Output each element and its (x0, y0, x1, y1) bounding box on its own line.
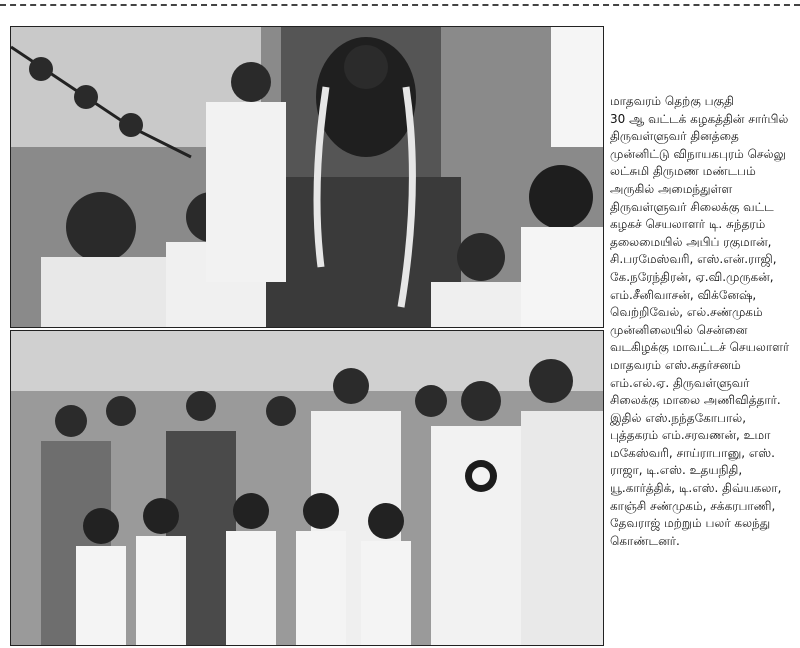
caption-line: யூ.கார்த்திக், டி.எஸ். திவ்யகலா, (610, 481, 782, 496)
caption-line: சிலைக்கு மாலை அணிவித்தார். (610, 393, 781, 408)
caption-line: வடகிழக்கு மாவட்டச் செயலாளர் (610, 340, 790, 355)
caption-line: கழகச் செயலாளர் டி. சுந்தரம் (610, 217, 766, 232)
caption-line: முன்னிலையில் சென்னை (610, 322, 748, 337)
caption-line: வெற்றிவேல், எல்.சண்முகம் (610, 305, 763, 320)
caption-line: புத்தகரம் எம்.சரவணன், உமா (610, 428, 771, 443)
caption-line: திருவள்ளுவர் சிலைக்கு வட்ட (610, 199, 774, 214)
caption-line: எம்.எல்.ஏ. திருவள்ளுவர் (610, 375, 750, 390)
caption-line: அருகில் அமைந்துள்ள (610, 181, 733, 196)
news-caption (610, 93, 796, 550)
caption-line: மகேஸ்வரி, சாய்ராபானு, எஸ். (610, 445, 775, 460)
caption-line: எம்.சீனிவாசன், விக்னேஷ், (610, 287, 757, 302)
caption-line: லட்சுமி திருமண மண்டபம் (610, 164, 756, 179)
caption-line: ராஜா, டி.எஸ். உதயநிதி, (610, 463, 743, 478)
caption-line: மாதவரம் தெற்கு பகுதி (610, 94, 734, 108)
caption-line: இதில் எஸ்.நந்தகோபால், (610, 410, 747, 425)
dashed-cut-line (0, 4, 800, 6)
photo-children-thiruvalluvar (10, 330, 604, 646)
caption-line: கே.நரேந்திரன், ஏ.வி.முருகன், (610, 269, 774, 284)
caption-line: 30 ஆ வட்டக் கழகத்தின் சார்பில் (610, 111, 789, 126)
caption-line: கொண்டனர். (610, 533, 680, 548)
photo-statue-illustration (11, 27, 603, 327)
caption-line: முன்னிட்டு விநாயகபுரம் செல்லு (610, 146, 786, 161)
caption-line: திருவள்ளுவர் தினத்தை (610, 129, 739, 144)
caption-line: மாதவரம் எஸ்.சுதர்சனம் (610, 357, 741, 372)
caption-line: சி.பரமேஸ்வரி, எஸ்.என்.ராஜி, (610, 252, 777, 267)
caption-line: காஞ்சி சண்முகம், சக்கரபாணி, (610, 498, 776, 513)
caption-line: தேவராஜ் மற்றும் பலர் கலந்து (610, 516, 771, 531)
photo-statue-garlanding (10, 26, 604, 328)
caption-line: தலைமையில் அபிப் ரகுமான், (610, 234, 772, 249)
photo-children-illustration (11, 331, 603, 645)
